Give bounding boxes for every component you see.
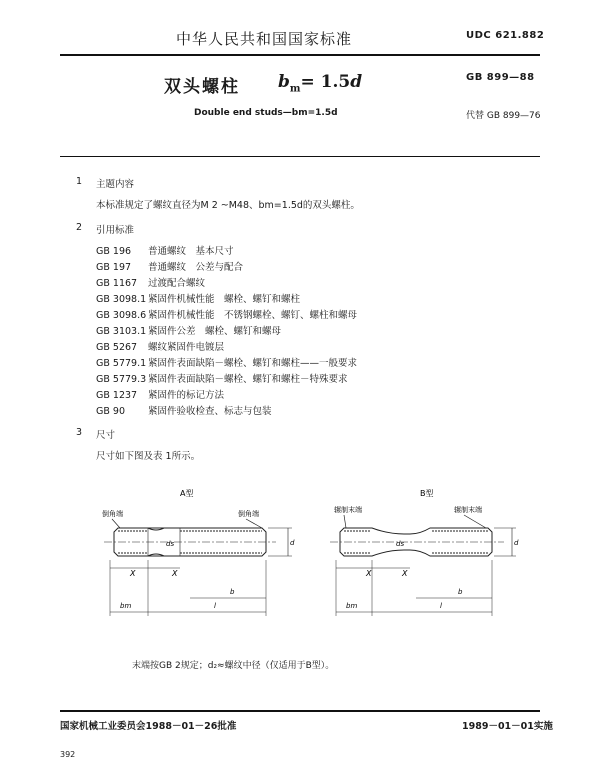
reference-item xyxy=(96,323,281,337)
leader-line xyxy=(246,519,262,528)
reference-code: GB 196 xyxy=(96,246,132,257)
title-formula: $b_m= 1.5d$ xyxy=(278,72,363,95)
reference-title: 紧固件验收检查、标志与包装 xyxy=(148,406,272,417)
reference-item xyxy=(96,307,357,321)
standard-title: 双头螺柱 xyxy=(164,77,240,97)
reference-title: 普通螺纹 基本尺寸 xyxy=(148,246,234,257)
l-label-a: l xyxy=(214,602,216,610)
section-3-heading: 尺寸 xyxy=(96,430,116,441)
reference-item xyxy=(96,403,272,417)
reference-title: 紧固件公差 螺栓、螺钉和螺母 xyxy=(148,326,282,337)
reference-code: GB 90 xyxy=(96,406,125,417)
rolled-end-label-right: 辗制末端 xyxy=(454,506,482,514)
reference-item xyxy=(96,355,357,369)
reference-code: GB 5267 xyxy=(96,342,138,353)
rolled-end-label-left: 辗制末端 xyxy=(334,506,362,514)
implementation-date: 1989－01－01实施 xyxy=(462,721,553,732)
ds-label-b: ds xyxy=(396,540,405,548)
title-rule xyxy=(60,156,540,157)
reference-title: 紧固件机械性能 螺栓、螺钉和螺柱 xyxy=(148,294,301,305)
reference-item xyxy=(96,339,224,353)
page-number: 392 xyxy=(60,750,76,759)
section-1-heading: 主题内容 xyxy=(96,179,135,190)
header-rule xyxy=(60,54,540,56)
gb-number: GB 899—88 xyxy=(466,72,535,83)
section-1-text: 本标准规定了螺纹直径为M 2 ~M48、bm=1.5d的双头螺柱。 xyxy=(96,200,360,211)
stud-figure xyxy=(0,480,600,650)
section-2-number: 2 xyxy=(76,222,83,233)
reference-title: 紧固件表面缺陷－螺栓、螺钉和螺柱－特殊要求 xyxy=(148,374,348,385)
reference-item xyxy=(96,387,224,401)
reference-item xyxy=(96,275,205,289)
replaces-standard: 代替 GB 899—76 xyxy=(466,111,541,121)
d-label-b: d xyxy=(514,539,519,547)
reference-code: GB 3103.1 xyxy=(96,326,147,337)
reference-item xyxy=(96,291,300,305)
issuing-title: 中华人民共和国国家标准 xyxy=(176,30,353,48)
leader-line xyxy=(464,515,486,528)
reference-title: 紧固件表面缺陷－螺栓、螺钉和螺柱——一般要求 xyxy=(148,358,358,369)
reference-code: GB 1237 xyxy=(96,390,138,401)
reference-code: GB 197 xyxy=(96,262,132,273)
reference-item xyxy=(96,371,348,385)
b-label-b: b xyxy=(458,588,463,596)
bm-label-a: bm xyxy=(120,602,132,610)
section-3-number: 3 xyxy=(76,427,83,438)
type-b-label: B型 xyxy=(420,489,434,498)
x-label-a-left: X xyxy=(130,569,136,578)
type-a-label: A型 xyxy=(180,489,194,498)
reference-item xyxy=(96,243,234,257)
leader-line xyxy=(344,515,346,528)
english-title: Double end studs—bm=1.5d xyxy=(194,108,338,118)
bm-label-b: bm xyxy=(346,602,358,610)
leader-line xyxy=(112,519,120,528)
section-1-number: 1 xyxy=(76,176,83,187)
reference-title: 普通螺纹 公差与配合 xyxy=(148,262,244,273)
reference-title: 紧固件机械性能 不锈钢螺栓、螺钉、螺柱和螺母 xyxy=(148,310,358,321)
l-label-b: l xyxy=(440,602,442,610)
reference-title: 螺纹紧固件电镀层 xyxy=(148,342,225,353)
reference-code: GB 3098.6 xyxy=(96,310,147,321)
reference-code: GB 3098.1 xyxy=(96,294,147,305)
x-label-b-right: X xyxy=(402,569,408,578)
reference-code: GB 1167 xyxy=(96,278,138,289)
reference-code: GB 5779.1 xyxy=(96,358,147,369)
chamfer-end-label-left: 倒角端 xyxy=(102,510,123,518)
footer-rule xyxy=(60,710,540,712)
reference-code: GB 5779.3 xyxy=(96,374,147,385)
d-label-a: d xyxy=(290,539,295,547)
b-label-a: b xyxy=(230,588,235,596)
reference-title: 紧固件的标记方法 xyxy=(148,390,225,401)
section-2-heading: 引用标准 xyxy=(96,225,135,236)
section-3-text: 尺寸如下图及表 1所示。 xyxy=(96,451,201,462)
x-label-b-left: X xyxy=(366,569,372,578)
chamfer-end-label-right: 倒角端 xyxy=(238,510,259,518)
approval-line: 国家机械工业委员会1988－01－26批准 xyxy=(60,721,237,732)
reference-item xyxy=(96,259,243,273)
x-label-a-right: X xyxy=(172,569,178,578)
udc-number: UDC 621.882 xyxy=(466,30,545,41)
reference-title: 过渡配合螺纹 xyxy=(148,278,206,289)
figure-note: 末端按GB 2规定；d₂≈螺纹中径（仅适用于B型）。 xyxy=(132,661,335,671)
ds-label-a: ds xyxy=(166,540,175,548)
